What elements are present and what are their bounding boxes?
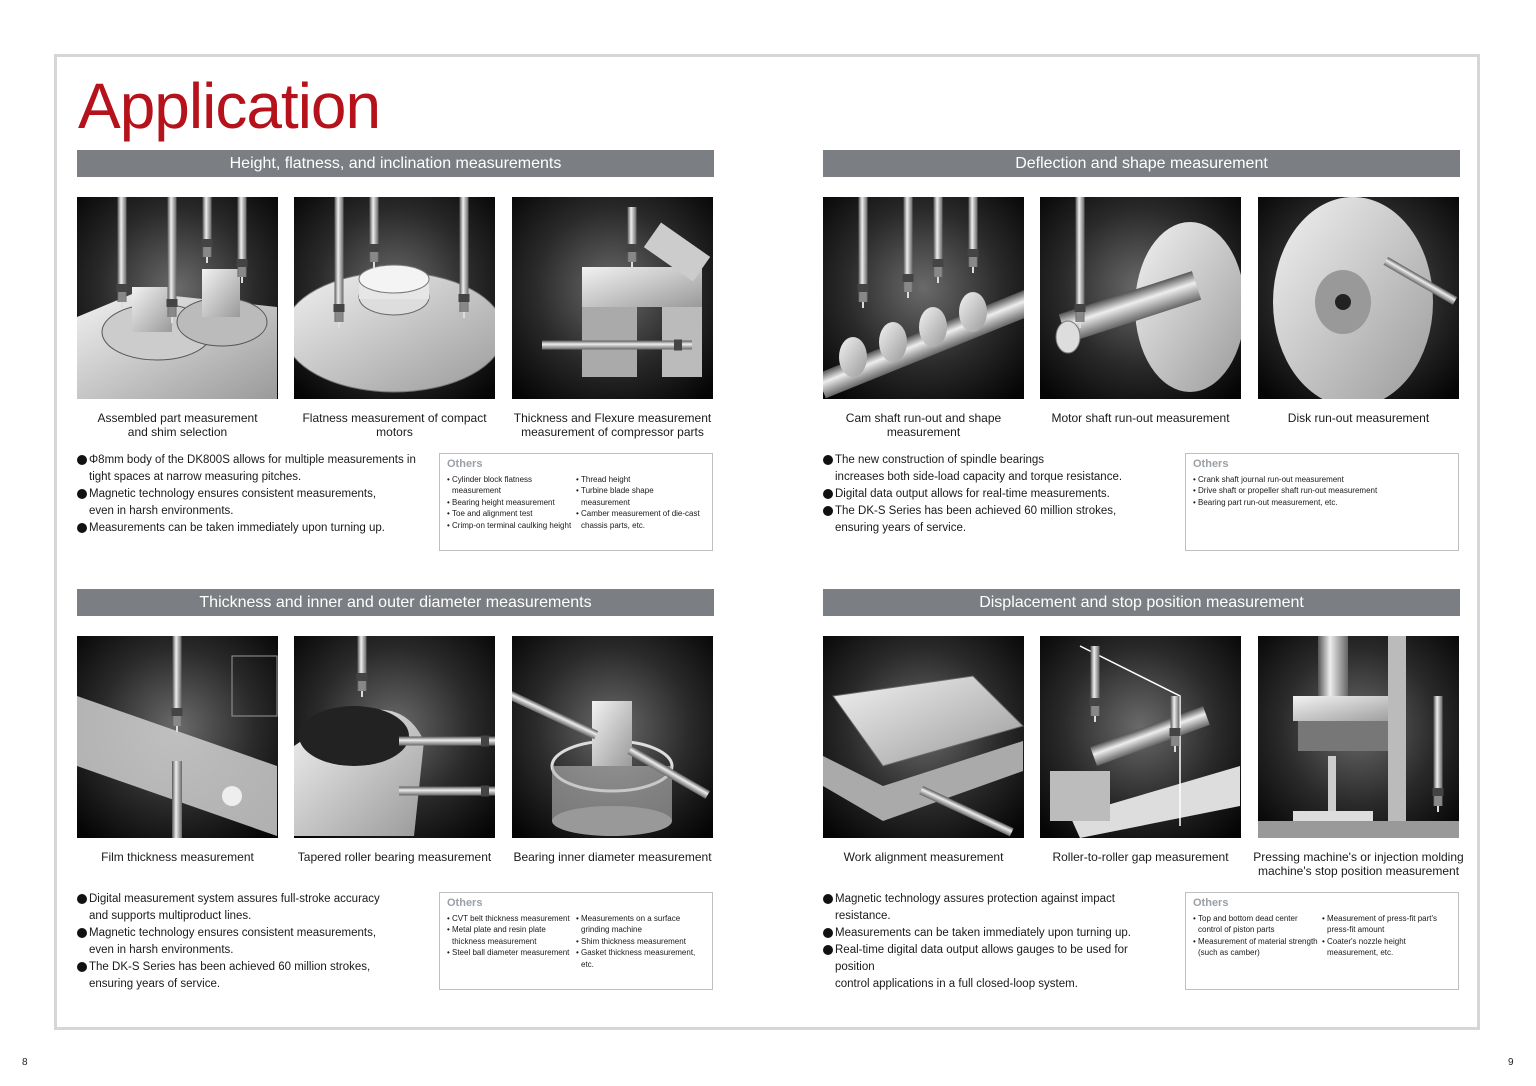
others-title: Others — [1193, 458, 1229, 470]
image-caption: Disk run-out measurement — [1287, 411, 1430, 425]
bullet-line: ensuring years of service. — [89, 978, 221, 990]
others-item: • Measurements on a surface grinding machine — [576, 913, 701, 936]
bullet-item — [823, 503, 1168, 537]
bullet-item — [823, 452, 1168, 486]
others-item: • Drive shaft or propeller shaft run-out measurement — [1193, 485, 1447, 497]
others-title: Others — [447, 897, 483, 909]
others-box — [439, 892, 713, 990]
image-caption: Bearing inner diameter measurement — [513, 850, 712, 864]
disk-icon — [1258, 197, 1459, 399]
image-caption: Film thickness measurement — [101, 850, 254, 864]
bullet-item — [77, 520, 422, 537]
page-title: Application — [78, 70, 381, 142]
section-heading: Thickness and inner and outer diameter measurements — [77, 589, 714, 616]
others-item: • Crimp-on terminal caulking height — [447, 520, 572, 532]
bullet-line: Magnetic technology ensures consistent measurements, — [89, 488, 377, 500]
bullet-list — [77, 891, 422, 993]
motor-shaft-icon — [1040, 197, 1241, 399]
image-caption: Assembled part measurement and shim selection — [97, 411, 258, 439]
others-item: • Coater's nozzle height measurement, etc. — [1322, 936, 1447, 959]
bullet-line: Measurements can be taken immediately upon turning up. — [835, 927, 1131, 939]
section-1 — [77, 150, 714, 534]
others-box — [439, 453, 713, 551]
roller-gap-icon — [1040, 636, 1241, 838]
motor-disc-icon — [294, 197, 495, 399]
section-3 — [77, 589, 714, 990]
others-item: • Steel ball diameter measurement — [447, 947, 572, 959]
others-item: • Top and bottom dead center control of piston parts — [1193, 913, 1318, 936]
bullet-line: The DK-S Series has been achieved 60 million strokes, — [89, 961, 371, 973]
image-row — [77, 636, 714, 864]
bullet-line: The DK-S Series has been achieved 60 million strokes, — [835, 505, 1117, 517]
section-2 — [823, 150, 1460, 534]
image-caption: Motor shaft run-out measurement — [1051, 411, 1230, 425]
image-caption: Roller-to-roller gap measurement — [1052, 850, 1229, 864]
bullet-line: tight spaces at narrow measuring pitches. — [89, 471, 302, 483]
others-box — [1185, 892, 1459, 990]
others-item: • Thread height — [576, 474, 701, 486]
image-row — [823, 197, 1460, 439]
bullet-item — [77, 452, 422, 486]
others-item: • Shim thickness measurement — [576, 936, 701, 948]
others-item: • Toe and alignment test — [447, 508, 572, 520]
others-item: • Bearing part run-out measurement, etc. — [1193, 497, 1447, 509]
bullet-line: The new construction of spindle bearings — [835, 454, 1045, 466]
bullet-line: Digital measurement system assures full-stroke accuracy — [89, 893, 380, 905]
press-machine-icon — [1258, 636, 1459, 838]
page-number-left: 8 — [22, 1057, 28, 1068]
section-heading: Deflection and shape measurement — [823, 150, 1460, 177]
section-heading: Height, flatness, and inclination measurements — [77, 150, 714, 177]
bullet-line: Magnetic technology ensures consistent measurements, — [89, 927, 377, 939]
others-item: • Crank shaft journal run-out measurement — [1193, 474, 1447, 486]
image-caption: Pressing machine's or injection molding machine's stop position measurement — [1253, 850, 1464, 878]
section-4 — [823, 589, 1464, 990]
bullet-line: and supports multiproduct lines. — [89, 910, 252, 922]
bullet-item — [823, 925, 1168, 942]
others-item: • Metal plate and resin plate thickness measurement — [447, 924, 572, 947]
image-caption: Cam shaft run-out and shape measurement — [845, 411, 1002, 439]
others-item: • CVT belt thickness measurement — [447, 913, 572, 925]
section-heading: Displacement and stop position measurement — [823, 589, 1460, 616]
bullet-line: even in harsh environments. — [89, 944, 234, 956]
image-caption: Tapered roller bearing measurement — [297, 850, 492, 864]
gear-assembly-icon — [77, 197, 278, 399]
image-row — [823, 636, 1464, 878]
bullet-item — [77, 486, 422, 520]
image-caption: Thickness and Flexure measurement measurement of compressor parts — [513, 411, 712, 439]
bullet-line: ensuring years of service. — [835, 522, 967, 534]
others-title: Others — [1193, 897, 1229, 909]
others-item: • Turbine blade shape measurement — [576, 485, 701, 508]
image-caption: Work alignment measurement — [843, 850, 1004, 864]
bullet-line: Real-time digital data output allows gauges to be used for position — [835, 944, 1128, 973]
film-roll-icon — [77, 636, 278, 838]
tapered-bearing-icon — [294, 636, 495, 838]
bullet-line: Magnetic technology assures protection against impact resistance. — [835, 893, 1115, 922]
bullet-item — [77, 925, 422, 959]
bullet-item — [77, 891, 422, 925]
compressor-part-icon — [512, 197, 713, 399]
page-number-right: 9 — [1508, 1057, 1514, 1068]
bullet-item — [823, 486, 1168, 503]
bullet-line: Measurements can be taken immediately upon turning up. — [89, 522, 385, 534]
bullet-line: Φ8mm body of the DK800S allows for multiple measurements in — [89, 454, 416, 466]
others-title: Others — [447, 458, 483, 470]
image-row — [77, 197, 714, 439]
bullet-item — [823, 891, 1168, 925]
image-caption: Flatness measurement of compact motors — [302, 411, 487, 439]
bullet-list — [823, 891, 1168, 993]
bullet-list — [823, 452, 1168, 537]
bullet-line: Digital data output allows for real-time measurements. — [835, 488, 1110, 500]
others-item: • Measurement of material strength (such as camber) — [1193, 936, 1318, 959]
bullet-line: control applications in a full closed-loop system. — [835, 978, 1078, 990]
bullet-list — [77, 452, 422, 537]
bullet-item — [77, 959, 422, 993]
bullet-line: increases both side-load capacity and torque resistance. — [835, 471, 1123, 483]
others-box — [1185, 453, 1459, 551]
others-item: • Camber measurement of die-cast chassis parts, etc. — [576, 508, 701, 531]
others-item: • Bearing height measurement — [447, 497, 572, 509]
work-plate-icon — [823, 636, 1024, 838]
others-item: • Measurement of press-fit part's press-fit amount — [1322, 913, 1447, 936]
bearing-inner-icon — [512, 636, 713, 838]
bullet-line: even in harsh environments. — [89, 505, 234, 517]
others-item: • Cylinder block flatness measurement — [447, 474, 572, 497]
camshaft-icon — [823, 197, 1024, 399]
bullet-item — [823, 942, 1168, 993]
others-item: • Gasket thickness measurement, etc. — [576, 947, 701, 970]
